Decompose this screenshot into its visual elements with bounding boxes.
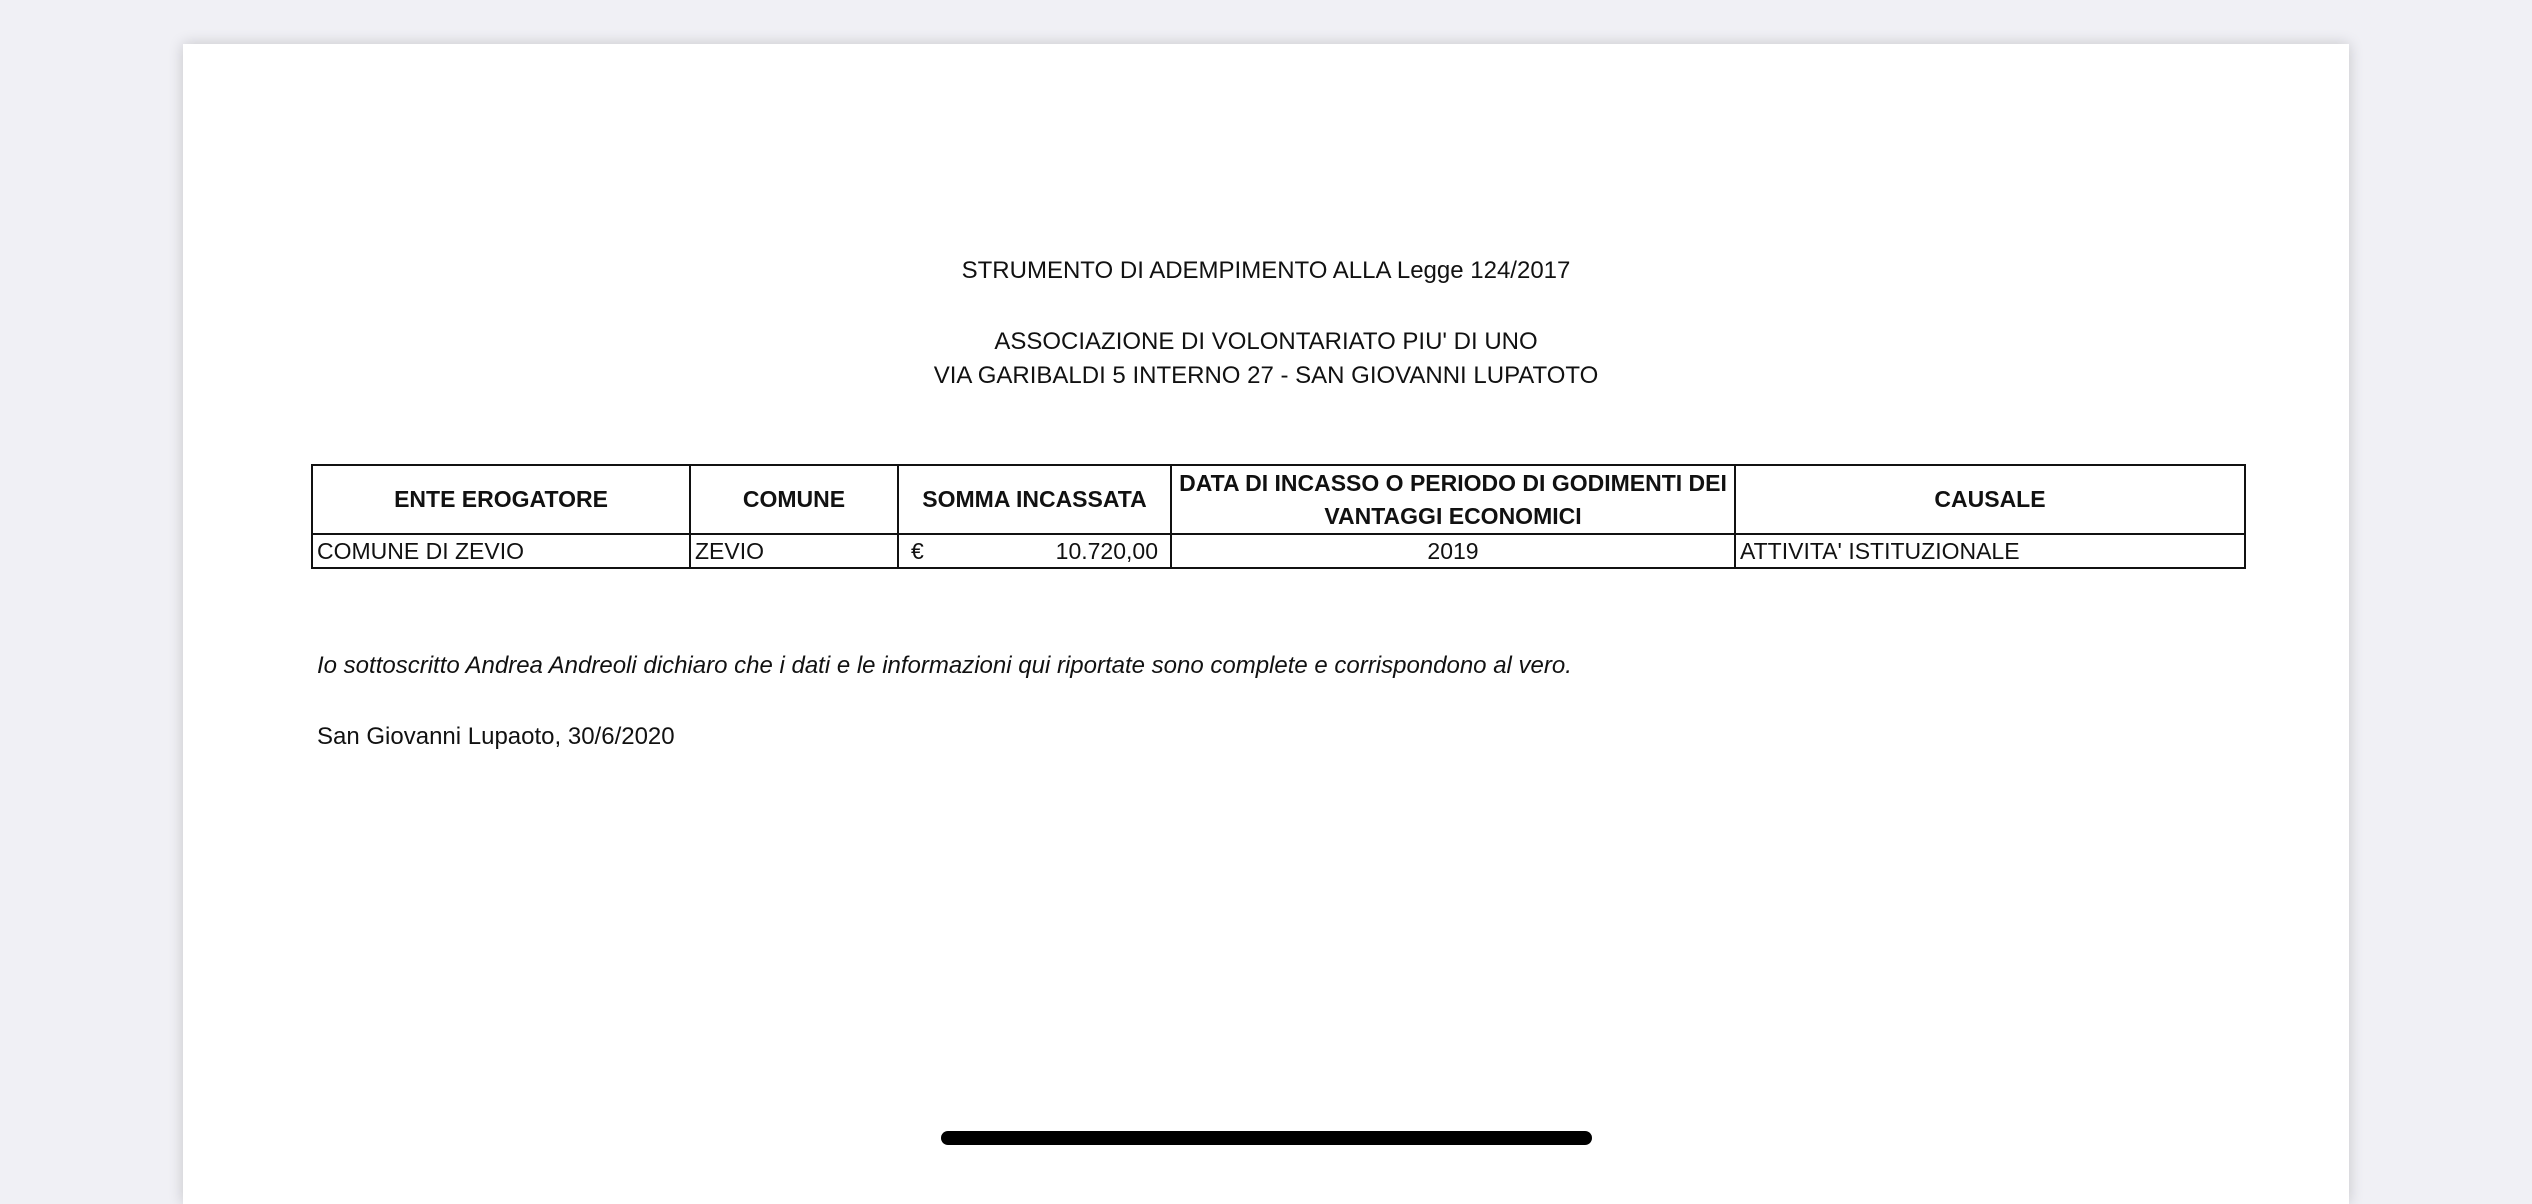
header-data-incasso: DATA DI INCASSO O PERIODO DI GODIMENTI DEI VANTAGGI ECONOMICI bbox=[1171, 465, 1735, 534]
organization-address: VIA GARIBALDI 5 INTERNO 27 - SAN GIOVANNI LUPATOTO bbox=[933, 362, 1599, 389]
contributions-table bbox=[311, 464, 2246, 569]
document-title: STRUMENTO DI ADEMPIMENTO ALLA Legge 124/2017 bbox=[961, 257, 1571, 284]
table-header-row bbox=[312, 465, 2245, 534]
header-comune: COMUNE bbox=[690, 465, 898, 534]
header-somma-incassata: SOMMA INCASSATA bbox=[898, 465, 1171, 534]
table-row bbox=[312, 534, 2245, 568]
document-page bbox=[183, 44, 2349, 1204]
organization-name: ASSOCIAZIONE DI VOLONTARIATO PIU' DI UNO bbox=[994, 328, 1538, 355]
cell-somma bbox=[898, 534, 1171, 568]
amount-value: 10.720,00 bbox=[1055, 538, 1158, 564]
declaration-text: Io sottoscritto Andrea Andreoli dichiaro che i dati e le informazioni qui riportate sono complete e corrispondono al vero. bbox=[317, 652, 1572, 679]
place-date: San Giovanni Lupaoto, 30/6/2020 bbox=[317, 723, 675, 750]
header-ente-erogatore: ENTE EROGATORE bbox=[312, 465, 690, 534]
currency-symbol: € bbox=[911, 538, 924, 564]
header-causale: CAUSALE bbox=[1735, 465, 2245, 534]
cell-comune: ZEVIO bbox=[690, 534, 898, 568]
home-indicator[interactable] bbox=[941, 1131, 1592, 1145]
cell-causale: ATTIVITA' ISTITUZIONALE bbox=[1735, 534, 2245, 568]
cell-ente: COMUNE DI ZEVIO bbox=[312, 534, 690, 568]
cell-periodo: 2019 bbox=[1171, 534, 1735, 568]
